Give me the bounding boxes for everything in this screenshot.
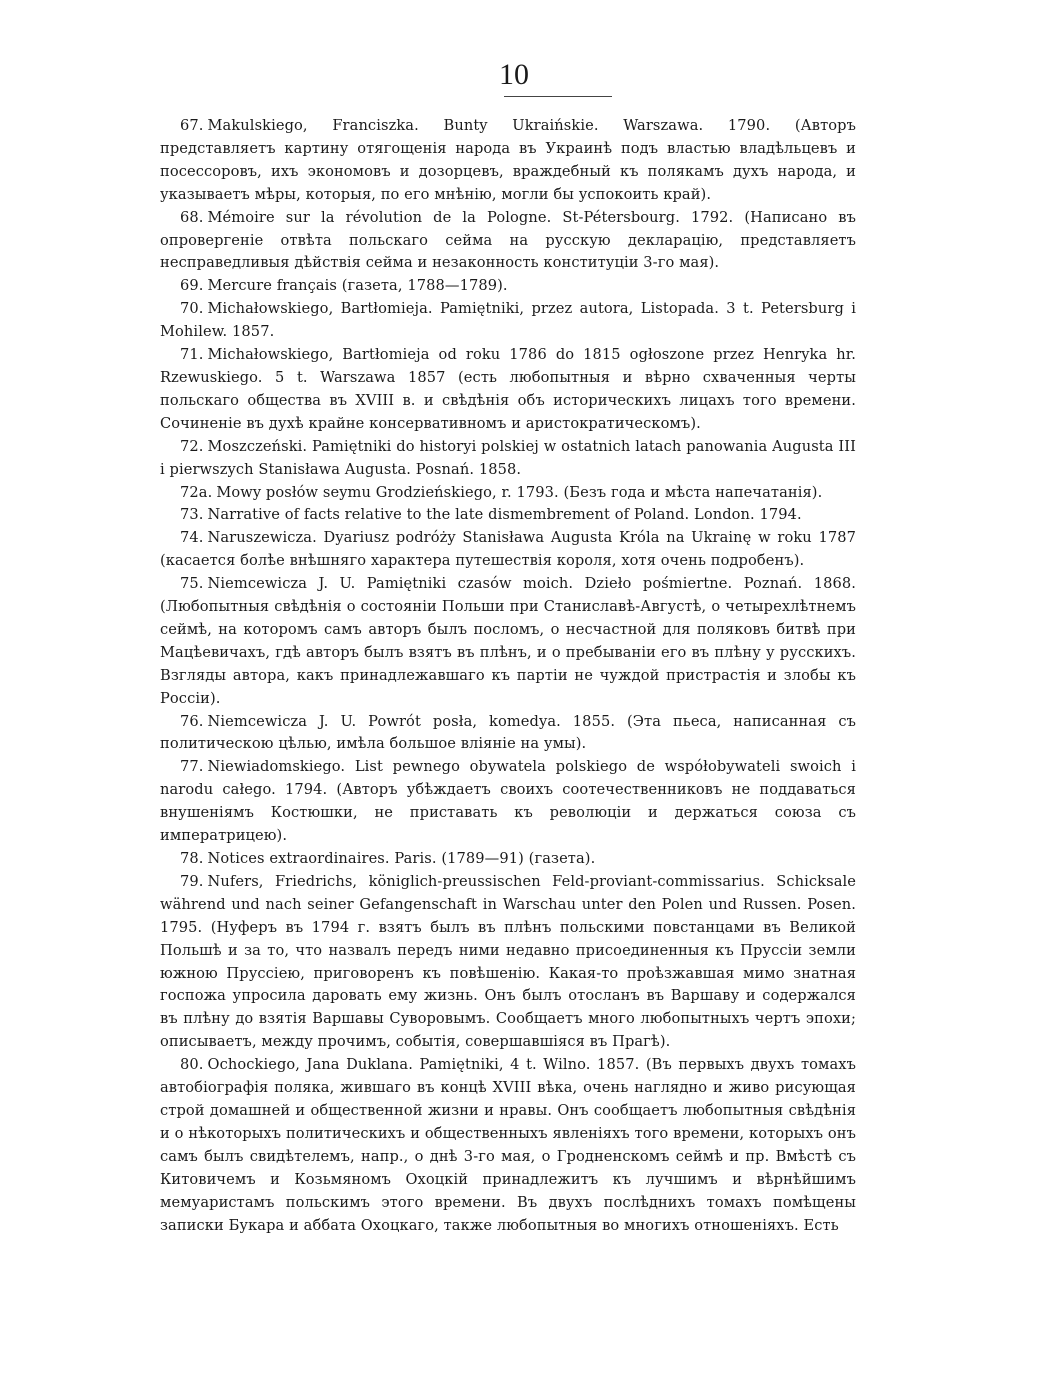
entry-text: Mercure français (газета, 1788—1789). <box>207 277 508 295</box>
bibliography-entries <box>160 115 856 1237</box>
bibliography-entry <box>160 275 856 298</box>
entry-text: Notices extraordinaires. Paris. (1789—91) (газета). <box>207 850 596 867</box>
bibliography-entry <box>160 756 856 848</box>
bibliography-entry <box>160 573 856 710</box>
entry-text: Narrative of facts relative to the late dismembrement of Poland. London. 1794. <box>207 506 802 524</box>
bibliography-entry <box>160 436 856 482</box>
bibliography-entry <box>160 711 856 757</box>
bibliography-entry <box>160 527 856 573</box>
entry-text: Nufers, Friedrichs, königlich-preussischen Feld-proviant-commissarius. Schicksale während und nach seiner Gefangenschaft in Warschau unter den Polen und Russen. Posen. 1795. (Нуферъ въ 1794 г. взятъ былъ въ плѣнъ польскими повстанцами въ Великой Польшѣ и за то, что назвалъ передъ ними недавно присоединенныя къ Пруссіи земли южною Пруссіею, приговоренъ къ повѣшенію. Какая-то проѣзжавшая мимо знатная госпожа упросила даровать ему жизнь. Онъ былъ отосланъ въ Варшаву и содержался въ плѣну до взятія Варшавы Суворовымъ. Сообщаетъ много любопытныхъ чертъ эпохи; описываетъ, между прочимъ, событія, совершавшіяся въ Прагѣ). <box>160 872 856 1051</box>
document-page <box>160 58 856 1237</box>
bibliography-entry <box>160 298 856 344</box>
entry-number: 77. <box>180 758 204 776</box>
entry-number: 70. <box>180 300 204 318</box>
entry-text: Niemcewicza J. U. Powrót posła, komedya. 1855. (Эта пьеса, написанная съ политическою цѣлью, имѣла большое вліяніе на умы). <box>160 712 856 753</box>
entry-number: 78. <box>180 850 204 867</box>
entry-number: 69. <box>180 277 204 295</box>
bibliography-entry <box>160 115 856 207</box>
entry-number: 68. <box>180 208 204 226</box>
entry-number: 75. <box>180 575 204 593</box>
entry-text: Mowy posłów seymu Grodzieńskiego, r. 1793. (Безъ года и мѣста напечатанія). <box>216 483 823 501</box>
bibliography-entry <box>160 871 856 1054</box>
entry-text: Ochockiego, Jana Duklana. Pamiętniki, 4 t. Wilno. 1857. (Въ первыхъ двухъ томахъ автобіографія поляка, жившаго въ концѣ XVIII вѣка, очень наглядно и живо рисующая строй домашней и общественной жизни и нравы. Онъ сообщаетъ любопытныя свѣдѣнія и о нѣкоторыхъ политическихъ и общественныхъ явленіяхъ того времени, которыхъ онъ самъ былъ свидѣтелемъ, напр., о днѣ 3-го мая, о Гродненскомъ сеймѣ и пр. Вмѣстѣ съ Китовичемъ и Козьмяномъ Охоцкій принадлежитъ къ лучшимъ и вѣрнѣйшимъ мемуаристамъ польскимъ этого времени. Въ двухъ послѣднихъ томахъ помѣщены записки Букара и аббата Охоцкаго, также любопытныя во многихъ отношеніяхъ. Есть <box>160 1056 856 1234</box>
bibliography-entry <box>160 482 856 505</box>
entry-text: Niemcewicza J. U. Pamiętniki czasów moich. Dzieło pośmiertne. Poznań. 1868. (Любопытныя свѣдѣнія о состояніи Польши при Станиславѣ-Августѣ, о четырехлѣтнемъ сеймѣ, на которомъ самъ авторъ былъ посломъ, о несчастной для поляковъ битвѣ при Мацѣевичахъ, гдѣ авторъ былъ взятъ въ плѣнъ, и о пребываніи его въ плѣну у русскихъ. Взгляды автора, какъ принадлежавшаго къ партіи не чуждой пристрастія и злобы къ Россіи). <box>160 575 856 707</box>
entry-text: Makulskiego, Franciszka. Bunty Ukraińskie. Warszawa. 1790. (Авторъ представляетъ картину отягощенія народа въ Украинѣ подъ властью владѣльцевъ и посессоровъ, ихъ экономовъ и дозорцевъ, враждебный къ полякамъ духъ народа, и указываетъ мѣры, которыя, по его мнѣнію, могли бы успокоить край). <box>160 117 856 203</box>
bibliography-entry <box>160 504 856 527</box>
entry-text: Mémoire sur la révolution de la Pologne. St-Pétersbourg. 1792. (Написано въ опровергеніе отвѣта польскаго сейма на русскую декларацію, представляетъ несправедливыя дѣйствія сейма и незаконность конституціи 3-го мая). <box>160 208 856 272</box>
entry-text: Michałowskiego, Bartłomieja. Pamiętniki, przez autora, Listopada. 3 t. Petersburg i Mohilew. 1857. <box>160 300 856 341</box>
bibliography-entry <box>160 207 856 276</box>
entry-number: 76. <box>180 712 204 730</box>
page-number: 10 <box>499 58 529 91</box>
entry-number: 79. <box>180 872 204 890</box>
entry-number: 74. <box>180 529 204 547</box>
entry-number: 72. <box>180 437 204 455</box>
entry-text: Naruszewicza. Dyariusz podróży Stanisława Augusta Króla na Ukrainę w roku 1787 (касается болѣе внѣшняго характера путешествія короля, хотя очень подробенъ). <box>160 529 856 570</box>
entry-number: 67. <box>180 117 204 134</box>
header-rule <box>504 96 612 97</box>
bibliography-entry <box>160 344 856 436</box>
entry-text: Niewiadomskiego. List pewnego obywatela polskiego de współobywateli swoich i narodu całego. 1794. (Авторъ убѣждаетъ своихъ соотечественниковъ не поддаваться внушеніямъ Костюшки, не приставать къ революціи и держаться союза съ императрицею). <box>160 758 856 845</box>
entry-number: 73. <box>180 506 204 524</box>
bibliography-entry <box>160 848 856 871</box>
entry-text: Michałowskiego, Bartłomieja od roku 1786 do 1815 ogłoszone przez Henryka hr. Rzewuskiego. 5 t. Warszawa 1857 (есть любопытныя и вѣрно схваченныя черты польскаго общества въ XVIII в. и свѣдѣнія объ историческихъ лицахъ того времени. Сочиненіе въ духѣ крайне консервативномъ и аристократическомъ). <box>160 346 856 432</box>
entry-number: 72a. <box>180 483 213 501</box>
bibliography-entry <box>160 1054 856 1237</box>
entry-number: 71. <box>180 346 204 364</box>
entry-text: Moszczeński. Pamiętniki do historyi polskiej w ostatnich latach panowania Augusta III i pierwszych Stanisława Augusta. Posnań. 1858. <box>160 437 856 478</box>
entry-number: 80. <box>180 1056 204 1074</box>
